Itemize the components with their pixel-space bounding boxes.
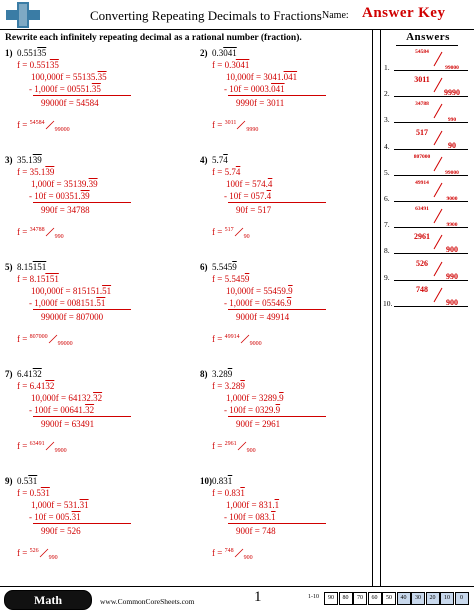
- answer-number: 1.: [384, 63, 390, 72]
- fraction-slash-icon: [45, 441, 55, 451]
- step-define: f = 35.139: [17, 167, 55, 177]
- answers-heading-underline: [396, 45, 458, 46]
- step-multiply-low: - 10f = 005.31: [29, 512, 81, 522]
- step-define: f = 6.4132: [17, 381, 55, 391]
- step-multiply-low: - 100f = 0329.9: [224, 405, 281, 415]
- answer-numerator: 748: [416, 284, 428, 294]
- problem-number: 1): [5, 48, 13, 58]
- repeating-digits: 32: [32, 369, 42, 379]
- result-fraction: f = $^{54584}_{99000}$: [17, 120, 70, 133]
- result-fraction: f = $^{748}_{900}$: [212, 548, 253, 561]
- fraction-slash-icon: [236, 120, 246, 130]
- problem-number: 9): [5, 476, 13, 486]
- answer-denominator: 99000: [445, 65, 459, 71]
- step-multiply-high: 10,000f = 55459.9: [226, 286, 293, 296]
- result-denominator: 9000: [249, 341, 262, 347]
- subtraction-line: [228, 416, 326, 417]
- step-define: f = 8.15151: [17, 274, 59, 284]
- result-numerator: 3011: [224, 120, 237, 126]
- subtraction-line: [33, 416, 131, 417]
- answer-row-9: [382, 259, 474, 284]
- answer-row-5: [382, 154, 474, 179]
- answer-fraction: [408, 259, 464, 281]
- problem-number: 4): [200, 155, 208, 165]
- step-difference: 900f = 748: [236, 526, 276, 536]
- result-numerator: 49914: [224, 334, 240, 340]
- problem-9: [5, 476, 190, 576]
- score-box: 40: [397, 592, 411, 605]
- answers-heading: Answers: [406, 31, 450, 43]
- problem-7: [5, 369, 190, 469]
- step-define: f = 0.831: [212, 488, 245, 498]
- result-fraction: f = $^{2961}_{900}$: [212, 441, 256, 454]
- subtraction-line: [33, 95, 131, 96]
- problem-number: 5): [5, 262, 13, 272]
- answer-denominator: 9990: [444, 88, 460, 98]
- result-fraction: f = $^{49914}_{9000}$: [212, 334, 262, 347]
- step-difference: 99000f = 54584: [41, 98, 99, 108]
- subtraction-line: [228, 523, 326, 524]
- step-difference: 9000f = 49914: [236, 312, 290, 322]
- fraction-slash-icon: [234, 227, 244, 237]
- answer-number: 4.: [384, 141, 390, 151]
- problem-2: [200, 48, 385, 148]
- answer-numerator: 34788: [415, 101, 429, 108]
- result-numerator: 526: [29, 548, 39, 554]
- header: [0, 0, 474, 30]
- answer-fraction: [408, 285, 464, 307]
- problem-number: 8): [200, 369, 208, 379]
- answer-number: 7.: [384, 220, 390, 230]
- answer-numerator: 526: [416, 258, 428, 268]
- subtraction-line: [228, 309, 326, 310]
- answer-row-6: [382, 180, 474, 205]
- problem-decimal: 3.289: [212, 369, 233, 379]
- result-denominator: 990: [54, 234, 64, 240]
- answer-key-label: Answer Key: [362, 5, 446, 21]
- page-number: 1: [254, 589, 262, 605]
- subtraction-line: [228, 95, 326, 96]
- problem-number: 6): [200, 262, 208, 272]
- step-multiply-high: 100,000f = 55135.35: [31, 72, 107, 82]
- result-numerator: 63491: [29, 441, 45, 447]
- plus-logo-icon: [6, 2, 40, 28]
- score-box: 10: [440, 592, 454, 605]
- fraction-slash-icon: [237, 441, 247, 451]
- result-numerator: 2961: [224, 441, 237, 447]
- problem-decimal: 0.831: [212, 476, 233, 486]
- step-define: f = 0.531: [17, 488, 50, 498]
- answer-denominator: 99000: [445, 169, 459, 176]
- fraction-slash-icon: [48, 334, 58, 344]
- score-box: 80: [339, 592, 353, 605]
- score-box: 70: [353, 592, 367, 605]
- step-multiply-high: 100,000f = 815151.51: [31, 286, 112, 296]
- subject-badge: Math: [4, 590, 92, 610]
- answer-denominator: 90: [448, 140, 456, 150]
- step-difference: 9900f = 63491: [41, 419, 95, 429]
- answer-row-1: [382, 49, 474, 74]
- problem-4: [200, 155, 385, 255]
- repeating-digits: 9: [232, 262, 237, 272]
- step-multiply-high: 1,000f = 35139.39: [31, 179, 98, 189]
- answer-fraction: [408, 128, 464, 150]
- step-difference: 9990f = 3011: [236, 98, 285, 108]
- fraction-slash-icon: [240, 334, 250, 344]
- step-difference: 900f = 2961: [236, 419, 281, 429]
- answer-fraction: [408, 75, 464, 97]
- step-multiply-high: 1,000f = 831.1: [226, 500, 280, 510]
- answer-fraction: [408, 180, 464, 202]
- problem-decimal: 5.5459: [212, 262, 237, 272]
- step-multiply-low: - 1,000f = 00551.35: [29, 84, 101, 94]
- step-define: f = 5.5459: [212, 274, 250, 284]
- result-numerator: 517: [224, 227, 234, 233]
- score-box: 0: [455, 592, 469, 605]
- answer-number: 6.: [384, 194, 390, 203]
- result-denominator: 99000: [54, 127, 70, 133]
- footer-divider: [0, 586, 474, 587]
- answer-numerator: 2961: [414, 232, 430, 242]
- result-numerator: 748: [224, 548, 234, 554]
- answer-numerator: 63491: [415, 206, 429, 213]
- answer-denominator: 9000: [446, 196, 458, 202]
- answer-number: 8.: [384, 246, 390, 256]
- result-numerator: 34788: [29, 227, 45, 233]
- score-box: 20: [426, 592, 440, 605]
- answer-numerator: 3011: [414, 75, 430, 85]
- result-denominator: 9990: [246, 127, 259, 133]
- result-numerator: 807000: [29, 334, 48, 340]
- fraction-slash-icon: [39, 548, 49, 558]
- result-denominator: 9900: [54, 448, 67, 454]
- repeating-digits: 1: [227, 476, 233, 486]
- problem-decimal: 0.531: [17, 476, 38, 486]
- answer-number: 2.: [384, 89, 390, 99]
- result-fraction: f = $^{3011}_{9990}$: [212, 120, 259, 133]
- problem-decimal: 0.3041: [212, 48, 237, 58]
- problem-number: 10): [200, 476, 212, 486]
- result-fraction: f = $^{526}_{990}$: [17, 548, 58, 561]
- subtraction-line: [33, 202, 131, 203]
- header-divider: [0, 29, 474, 30]
- answer-fraction: [408, 154, 464, 176]
- repeating-digits: 9: [227, 369, 233, 379]
- step-multiply-high: 10,000f = 3041.041: [226, 72, 298, 82]
- result-denominator: 99000: [57, 341, 73, 347]
- result-denominator: 90: [243, 234, 250, 240]
- problem-1: [5, 48, 190, 148]
- result-denominator: 990: [48, 555, 58, 561]
- problem-number: 2): [200, 48, 208, 58]
- step-multiply-low: - 10f = 0003.041: [224, 84, 285, 94]
- answer-row-4: [382, 128, 474, 153]
- step-multiply-low: - 10f = 00351.39: [29, 191, 90, 201]
- step-define: f = 3.289: [212, 381, 245, 391]
- problem-number: 3): [5, 155, 13, 165]
- score-box: 30: [411, 592, 425, 605]
- answer-denominator: 900: [446, 297, 458, 307]
- step-multiply-low: - 1,000f = 05546.9: [224, 298, 292, 308]
- result-fraction: f = $^{34788}_{990}$: [17, 227, 64, 240]
- step-multiply-low: - 100f = 00641.32: [29, 405, 95, 415]
- problem-decimal: 8.15151: [17, 262, 47, 272]
- subtraction-line: [228, 202, 326, 203]
- score-box: 60: [368, 592, 382, 605]
- answer-row-7: [382, 206, 474, 231]
- answer-denominator: 9900: [446, 222, 458, 229]
- name-label: Name:: [322, 10, 349, 21]
- answer-fraction: [408, 101, 464, 123]
- problem-8: [200, 369, 385, 469]
- score-range-label: 1-10: [308, 594, 319, 600]
- problem-decimal: 5.74: [212, 155, 228, 165]
- problem-10: [200, 476, 385, 576]
- answer-numerator: 517: [416, 127, 428, 137]
- answer-number: 9.: [384, 272, 390, 282]
- repeating-digits: 39: [32, 155, 42, 165]
- page-title: Converting Repeating Decimals to Fractions: [90, 8, 322, 23]
- repeating-digits: 041: [223, 48, 237, 58]
- problem-number: 7): [5, 369, 13, 379]
- answer-number: 10.: [383, 298, 393, 308]
- step-multiply-high: 1,000f = 531.31: [31, 500, 89, 510]
- step-difference: 90f = 517: [236, 205, 272, 215]
- step-difference: 990f = 526: [41, 526, 81, 536]
- score-box: 90: [324, 592, 338, 605]
- fraction-slash-icon: [45, 227, 55, 237]
- repeating-digits: 151: [32, 262, 47, 272]
- step-difference: 99000f = 807000: [41, 312, 104, 322]
- instructions: Rewrite each infinitely repeating decimal as a rational number (fraction).: [5, 33, 302, 43]
- step-multiply-high: 10,000f = 64132.32: [31, 393, 103, 403]
- step-difference: 990f = 34788: [41, 205, 90, 215]
- answer-numerator: 54584: [415, 49, 429, 55]
- answer-fraction: [408, 232, 464, 254]
- step-multiply-high: 1,000f = 3289.9: [226, 393, 284, 403]
- problem-decimal: 6.4132: [17, 369, 42, 379]
- answer-row-3: [382, 101, 474, 126]
- subtraction-line: [33, 523, 131, 524]
- step-multiply-low: - 1,000f = 008151.51: [29, 298, 106, 308]
- result-fraction: f = $^{63491}_{9900}$: [17, 441, 67, 454]
- answer-denominator: 900: [446, 245, 458, 255]
- answer-denominator: 990: [446, 271, 458, 281]
- step-multiply-low: - 10f = 057.4: [224, 191, 272, 201]
- result-fraction: f = $^{807000}_{99000}$: [17, 334, 73, 347]
- step-define: f = 0.55135: [17, 60, 59, 70]
- problem-5: [5, 262, 190, 362]
- problem-3: [5, 155, 190, 255]
- answer-number: 3.: [384, 115, 390, 125]
- result-denominator: 900: [243, 555, 253, 561]
- answer-numerator: 807000: [413, 153, 431, 160]
- subtraction-line: [33, 309, 131, 310]
- answer-row-10: [382, 285, 474, 310]
- fraction-slash-icon: [45, 120, 55, 130]
- problem-6: [200, 262, 385, 362]
- answer-numerator: 49914: [415, 180, 429, 186]
- result-numerator: 54584: [29, 120, 45, 126]
- step-define: f = 0.3041: [212, 60, 250, 70]
- problem-decimal: 35.139: [17, 155, 42, 165]
- answer-denominator: 990: [447, 117, 457, 124]
- result-denominator: 900: [246, 448, 256, 454]
- fraction-slash-icon: [234, 548, 244, 558]
- step-define: f = 5.74: [212, 167, 241, 177]
- step-multiply-low: - 100f = 083.1: [224, 512, 276, 522]
- step-multiply-high: 100f = 574.4: [226, 179, 273, 189]
- answer-fraction: [408, 206, 464, 228]
- result-fraction: f = $^{517}_{90}$: [212, 227, 250, 240]
- repeating-digits: 35: [37, 48, 47, 58]
- problem-decimal: 0.55135: [17, 48, 47, 58]
- answer-fraction: [408, 49, 464, 71]
- repeating-digits: 4: [223, 155, 228, 165]
- answer-number: 5.: [384, 167, 390, 177]
- score-box: 50: [382, 592, 396, 605]
- answer-row-2: [382, 75, 474, 100]
- repeating-digits: 31: [28, 476, 38, 486]
- answer-row-8: [382, 232, 474, 257]
- website-link[interactable]: www.CommonCoreSheets.com: [100, 597, 195, 606]
